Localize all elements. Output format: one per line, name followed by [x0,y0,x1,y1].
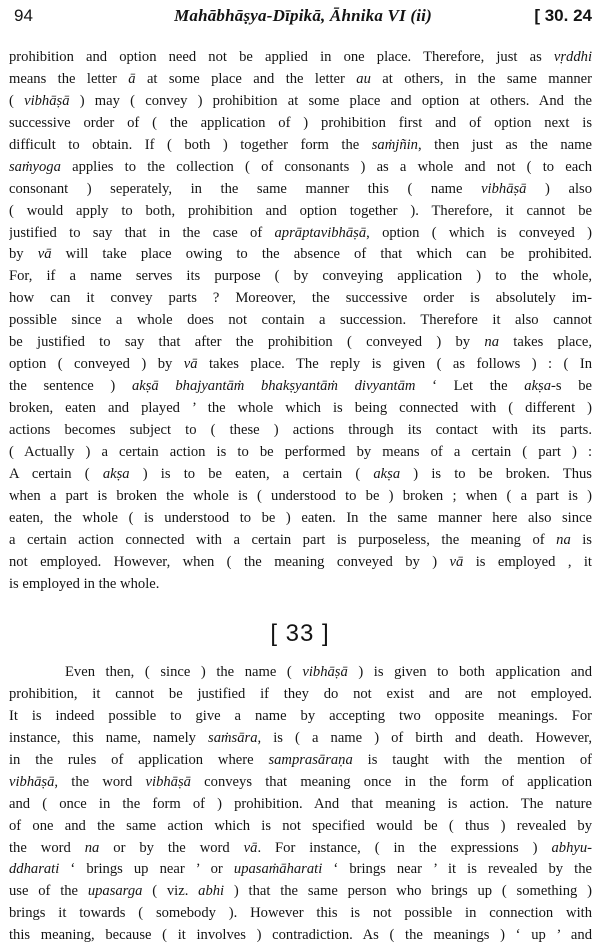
section-marker: [ 33 ] [270,620,330,647]
text-line: It is indeed possible to give a name by accepting two opposite meanings. For [9,707,592,724]
text-line: saṁyoga applies to the collection ( of consonants ) as a whole and not ( to each [9,158,592,175]
text-line: by vā will take place owing to the absence of that which can be prohibited. [9,246,592,263]
text-line: instance, this name, namely saṁsāra, is ( a name ) of birth and death. However, [9,729,592,746]
page-header [14,4,592,30]
text-line: actions becomes subject to ( these ) actions through its contact with its parts. [9,421,592,438]
text-line: For, if a name serves its purpose ( by conveying application ) to the whole, [9,268,592,285]
text-line: means the letter ā at some place and the letter au at others, in the same manner [9,70,592,87]
text-line: A certain ( akṣa ) is to be eaten, a certain ( akṣa ) is to be broken. Thus [9,465,592,482]
text-line: be justified to say that after the prohibition ( conveyed ) by na takes place, [9,334,592,351]
text-line: broken, eaten and played ’ the whole which is being connected with ( different ) [9,400,592,416]
text-line: eaten, the whole ( is understood to be ) eaten. In the same manner here also since [9,509,592,526]
text-line: vibhāṣā, the word vibhāṣā conveys that meaning once in the form of application [9,773,592,790]
text-line: ( vibhāṣā ) may ( convey ) prohibition at some place and option at others. And the [9,92,592,109]
text-line: prohibition, it cannot be justified if they do not exist and are not employed. [9,685,592,702]
text-line: justified to say that in the case of aprāptavibhāṣā, option ( which is conveyed ) [9,224,592,241]
text-line: of one and the same action which is not specified would be ( thus ) revealed by [9,817,592,834]
text-line: consonant ) seperately, in the same manner this ( name vibhāṣā ) also [9,180,592,197]
text-line: is employed in the whole. [9,575,160,592]
paragraph-continued [9,47,592,595]
running-title: Mahābhāṣya-Dīpikā, Āhnika VI (ii) [174,6,432,25]
text-line: ( Actually ) a certain action is to be performed by means of a certain ( part ) : [9,443,592,460]
text-line: prohibition and option need not be applied in one place. Therefore, just as vṛddhi [9,49,592,65]
text-line: successive order of ( the application of ) prohibition first and of option next is [9,114,592,131]
text-line: possible since a whole does not contain a succession. Therefore it also cannot [9,312,592,329]
verse-reference: [ 30. 24 [534,6,592,25]
paragraph-section-33 [9,662,592,947]
text-line: this meaning, because ( it involves ) contradiction. As ( the meanings ) ‘ up ’ and [9,927,592,944]
text-line: brings it towards ( somebody ). However this is not possible in connection with [9,905,592,922]
text-line: not employed. However, when ( the meaning conveyed by ) vā is employed , it [9,553,592,570]
text-line: ( would apply to both, prohibition and option together ). Therefore, it cannot be [9,202,592,219]
text-line: the sentence ) akṣā bhajyantāṁ bhakṣyantāṁ divyantām ‘ Let the akṣa-s be [9,378,592,395]
text-line: in the rules of application where samprasāraṇa is taught with the mention of [9,751,592,768]
text-line: ddharati ‘ brings up near ’ or upasaṁāharati ‘ brings near ’ it is revealed by the [9,861,592,878]
text-line: Even then, ( since ) the name ( vibhāṣā ) is given to both application and [65,664,592,680]
text-line: option ( conveyed ) by vā takes place. The reply is given ( as follows ) : ( In [9,356,592,373]
text-line: a certain action connected with a certain part is purposeless, the meaning of na is [9,531,592,548]
text-line: use of the upasarga ( viz. abhi ) that the same person who brings up ( something ) [9,883,592,900]
text-line: when a part is broken the whole is ( understood to be ) broken ; when ( a part is ) [9,487,592,504]
page-number: 94 [14,6,33,25]
text-line: and ( once in the form of ) prohibition. And that meaning is action. The nature [9,795,592,812]
text-line: how can it convey parts ? Moreover, the successive order is absolutely im- [9,290,592,307]
text-line: difficult to obtain. If ( both ) together form the saṁjñin, then just as the name [9,136,592,153]
text-line: the word na or by the word vā. For instance, ( in the expressions ) abhyu- [9,839,592,856]
